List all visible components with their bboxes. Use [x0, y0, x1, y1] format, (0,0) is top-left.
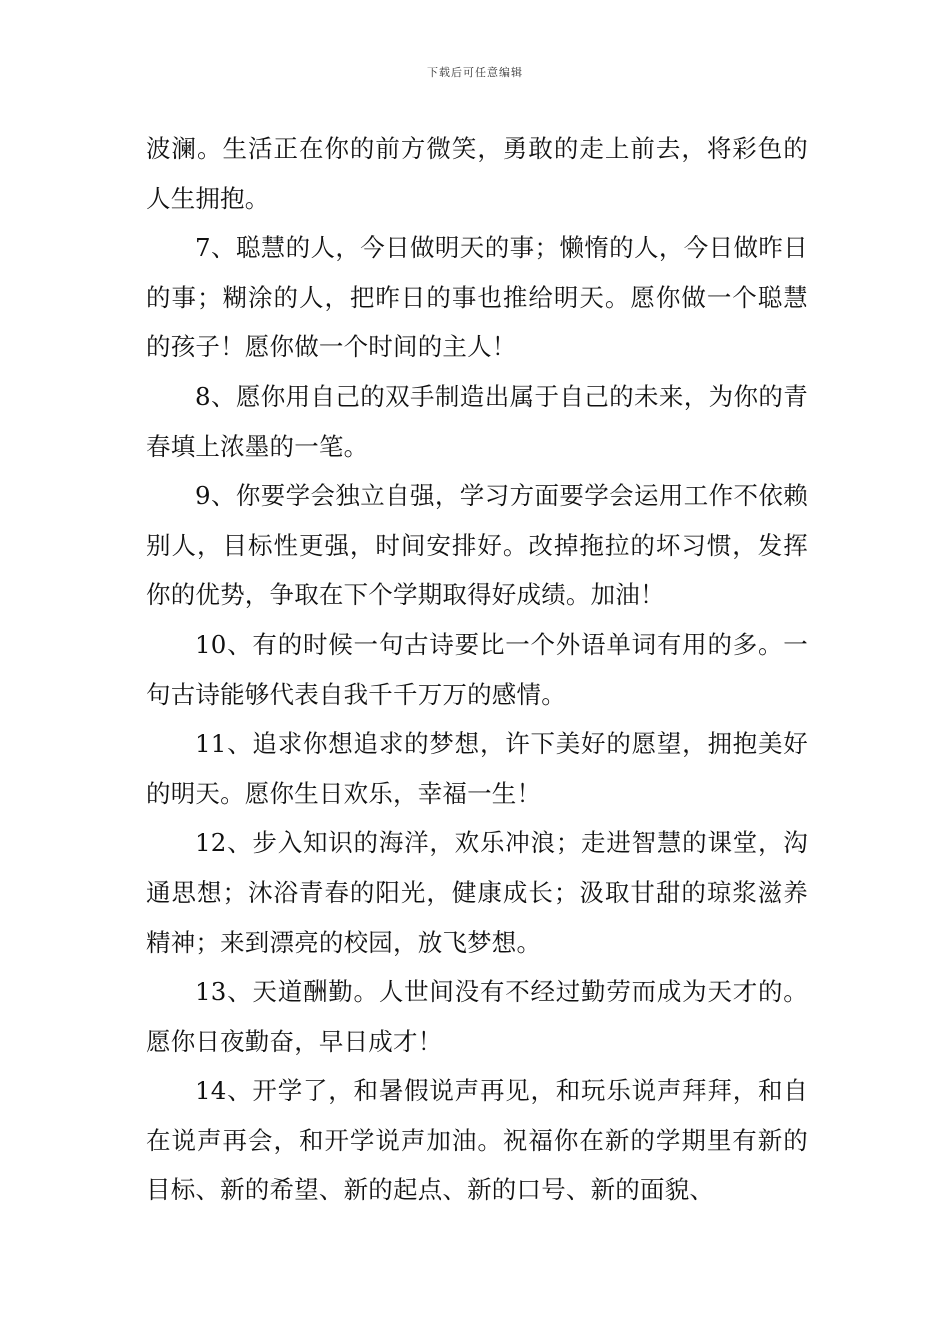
paragraph-item-9: 9、你要学会独立自强，学习方面要学会运用工作不依赖别人，目标性更强，时间安排好。改掉拖拉的坏习惯，发挥你的优势，争取在下个学期取得好成绩。加油！ — [146, 481, 808, 610]
paragraph-item-14: 14、开学了，和暑假说声再见，和玩乐说声拜拜，和自在说声再会，和开学说声加油。祝福你在新的学期里有新的目标、新的希望、新的起点、新的口号、新的面貌、 — [146, 1076, 808, 1205]
page-header-note: 下载后可任意编辑 — [427, 66, 523, 79]
paragraph-item-7: 7、聪慧的人，今日做明天的事；懒惰的人，今日做昨日的事；糊涂的人，把昨日的事也推给明天。愿你做一个聪慧的孩子！愿你做一个时间的主人！ — [146, 233, 808, 362]
paragraph-item-13: 13、天道酬勤。人世间没有不经过勤劳而成为天才的。愿你日夜勤奋，早日成才！ — [146, 977, 808, 1056]
document-body — [146, 124, 808, 1215]
paragraph-item-12: 12、步入知识的海洋，欢乐冲浪；走进智慧的课堂，沟通思想；沐浴青春的阳光，健康成长；汲取甘甜的琼浆滋养精神；来到漂亮的校园，放飞梦想。 — [146, 828, 808, 957]
paragraph-item-10: 10、有的时候一句古诗要比一个外语单词有用的多。一句古诗能够代表自我千千万万的感情。 — [146, 629, 808, 709]
paragraph-continuation: 波澜。生活正在你的前方微笑，勇敢的走上前去，将彩色的人生拥抱。 — [146, 134, 808, 213]
paragraph-item-11: 11、追求你想追求的梦想，许下美好的愿望，拥抱美好的明天。愿你生日欢乐，幸福一生！ — [146, 729, 808, 808]
paragraph-item-8: 8、愿你用自己的双手制造出属于自己的未来，为你的青春填上浓墨的一笔。 — [146, 381, 808, 461]
